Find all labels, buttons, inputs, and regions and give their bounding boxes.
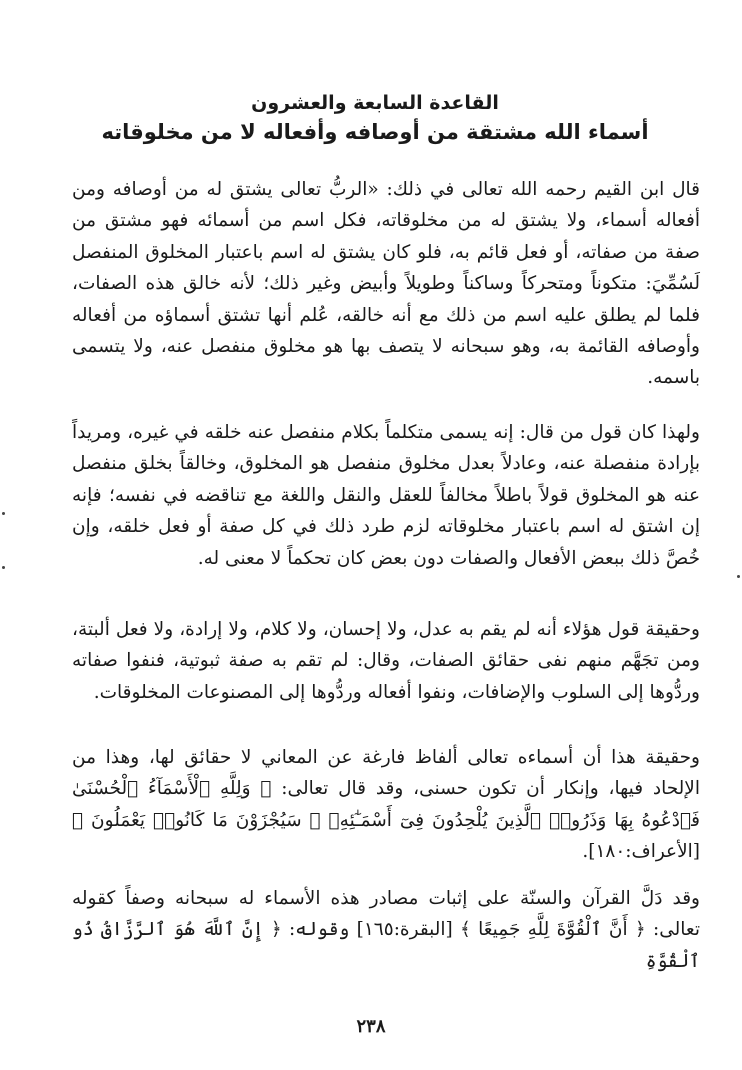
margin-mark: [737, 575, 740, 578]
page-number: ٢٣٨: [356, 1016, 386, 1037]
rule-subtitle: أسماء الله مشتقة من أوصافه وأفعاله لا من مخلوقاته: [101, 120, 649, 144]
margin-mark: [2, 512, 5, 515]
rule-title: القاعدة السابعة والعشرون: [251, 92, 499, 114]
paragraph-ibn-alqayyim-quote: قال ابن القيم رحمه الله تعالى في ذلك: «الربُّ تعالى يشتق له من أوصافه ومن أفعاله أسماء، ولا يشتق له من مخلوقاته، فكل اسم من أسمائه فهو مشتق من صفة من صفاته، أو فعل قائم به، فلو كان يشتق له اسم باعتبار المخلوق المنفصل لَسُمِّيَ: متكوناً ومتحركاً وساكناً وطويلاً وأبيض وغير ذلك؛ لأنه خالق هذه الصفات، فلما لم يطلق عليه اسم من ذلك مع أنه خالقه، عُلم أنها تشتق أسماؤه من أفعاله وأوصافه القائمة به، وهو سبحانه لا يتصف بها هو مخلوق منفصل عنه، ولا يتسمى باسمه.: [72, 179, 700, 389]
paragraph-quran-sunnah-evidence: وقد دَلَّ القرآن والسنّة على إثبات مصادر هذه الأسماء له سبحانه وصفاً كقوله تعالى: ﴿ أَنَّ ٱلْقُوَّةَ لِلَّهِ جَمِيعًا ﴾ [البقرة:١٦٥] وقوله: ﴿ إِنَّ ٱللَّهَ هُوَ ٱلرَّزَّاقُ ذُو ٱلْقُوَّةِ: [72, 888, 700, 972]
paragraph-ilhad-verse: وحقيقة هذا أن أسماءه تعالى ألفاظ فارغة عن المعاني لا حقائق لها، وهذا من الإلحاد فيها، وإنكار أن تكون حسنى، وقد قال تعالى: ﴿ وَلِلَّهِ ٱلْأَسْمَآءُ ٱلْحُسْنَىٰ فَٱدْعُوهُ بِهَا وَذَرُوا۟ ٱلَّذِينَ يُلْحِدُونَ فِىٓ أَسْمَـٰٓئِهِۦ ۚ سَيُجْزَوْنَ مَا كَانُوا۟ يَعْمَلُونَ ﴾ [الأعراف:١٨٠].: [72, 747, 700, 863]
paragraph-refutation: ولهذا كان قول من قال: إنه يسمى متكلماً بكلام منفصل عنه خلقه في غيره، ومريداً بإرادة منفصلة عنه، وعادلاً بعدل مخلوق منفصل هو المخلوق، وخالقاً بخلق منفصل عنه هو المخلوق قولاً باطلاً مخالفاً للعقل والنقل واللغة مع تناقضه في نفسه؛ فإنه إن اشتق له اسم باعتبار مخلوقاته لزم طرد ذلك في كل صفة أو فعل خلقه، وإن خُصَّ ذلك ببعض الأفعال والصفات دون بعض كان تحكماً لا معنى له.: [72, 422, 700, 569]
margin-mark: [2, 566, 5, 569]
paragraph-reality-of-their-view: وحقيقة قول هؤلاء أنه لم يقم به عدل، ولا إحسان، ولا كلام، ولا إرادة، ولا فعل ألبتة، ومن تجَهَّم منهم نفى حقائق الصفات، وقال: لم تقم به صفة ثبوتية، فنفوا صفاته وردُّوها إلى السلوب والإضافات، ونفوا أفعاله وردُّوها إلى المصنوعات المخلوقات.: [72, 619, 700, 703]
